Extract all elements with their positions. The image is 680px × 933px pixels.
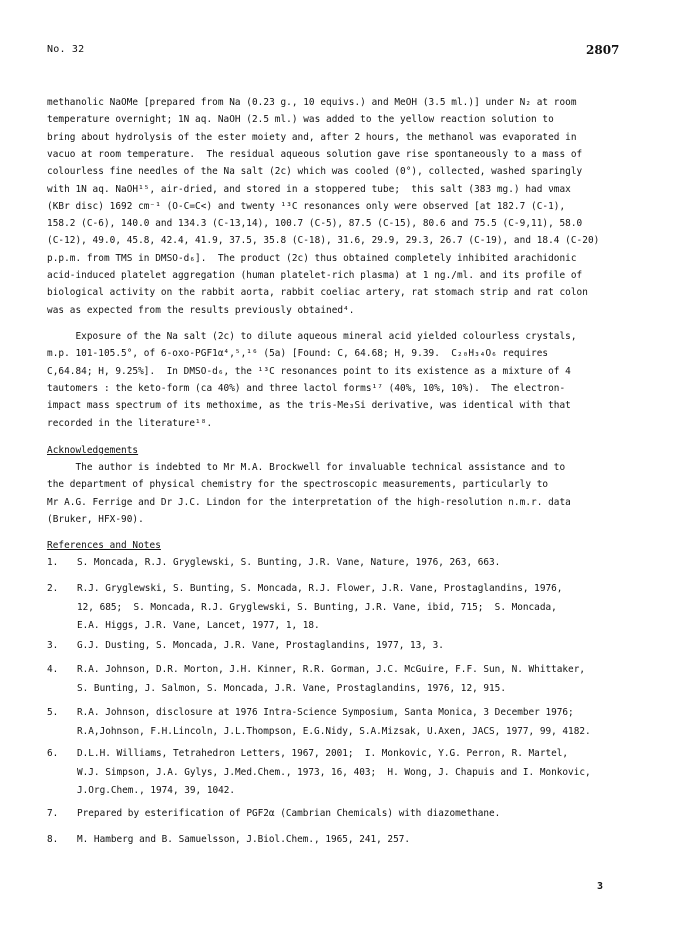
page-number: 2807: [586, 43, 620, 57]
text-line: vacuo at room temperature. The residual aqueous solution gave rise spontaneously to a mass of: [47, 148, 583, 160]
text-line: with 1N aq. NaOH¹⁵, air-dried, and stored in a stoppered tube; this salt (383 mg.) had νmax: [47, 183, 571, 195]
reference-number: 8.: [47, 834, 59, 845]
text-line: tautomers : the keto-form (ca 40%) and three lactol forms¹⁷ (40%, 10%, 10%). The electron-: [47, 382, 566, 394]
text-line: (Bruker, HFX-90).: [47, 513, 144, 525]
reference-text: R.J. Gryglewski, S. Bunting, S. Moncada, R.J. Flower, J.R. Vane, Prostaglandins, 1976,: [77, 583, 563, 594]
reference-text: W.J. Simpson, J.A. Gylys, J.Med.Chem., 1973, 16, 403; H. Wong, J. Chapuis and I. Monkovic,: [77, 766, 591, 778]
reference-text: 12, 685; S. Moncada, R.J. Gryglewski, S. Bunting, J.R. Vane, ibid, 715; S. Moncada,: [77, 601, 557, 613]
text-line: the department of physical chemistry for the spectroscopic measurements, particularly to: [47, 479, 549, 491]
reference-text: S. Moncada, R.J. Gryglewski, S. Bunting, J.R. Vane, Nature, 1976, 263, 663.: [77, 557, 501, 568]
text-line: p.p.m. from TMS in DMSO-d₆]. The product (2c) thus obtained completely inhibited arachidonic: [47, 252, 577, 264]
text-line: biological activity on the rabbit aorta, rabbit coeliac artery, rat stomach strip and rat colon: [47, 287, 588, 299]
text-line: methanolic NaOMe [prepared from Na (0.23 g., 10 equivs.) and MeOH (3.5 ml.)] under N₂ at room: [47, 97, 577, 108]
text-line: impact mass spectrum of its methoxime, as the tris-Me₃Si derivative, was identical with that: [47, 400, 571, 412]
reference-number: 1.: [47, 557, 59, 568]
reference-number: 7.: [47, 808, 59, 819]
reference-text: R.A. Johnson, disclosure at 1976 Intra-Science Symposium, Santa Monica, 3 December 1976;: [77, 707, 574, 718]
text-line: C,64.84; H, 9.25%]. In DMSO-d₆, the ¹³C resonances point to its existence as a mixture of 4: [47, 365, 571, 377]
text-line: (C-12), 49.0, 45.8, 42.4, 41.9, 37.5, 35.8 (C-18), 31.6, 29.9, 29.3, 26.7 (C-19), and 18.4 (C-20): [47, 235, 600, 247]
reference-number: 5.: [47, 707, 59, 718]
reference-number: 6.: [47, 748, 59, 759]
text-line: recorded in the literature¹⁸.: [47, 417, 213, 429]
reference-text: D.L.H. Williams, Tetrahedron Letters, 1967, 2001; I. Monkovic, Y.G. Perron, R. Martel,: [77, 748, 569, 759]
text-line: temperature overnight; 1N aq. NaOH (2.5 ml.) was added to the yellow reaction solution to: [47, 114, 554, 126]
footer-mark: 3: [597, 881, 604, 892]
reference-text: E.A. Higgs, J.R. Vane, Lancet, 1977, 1, 18.: [77, 620, 320, 631]
reference-text: S. Bunting, J. Salmon, S. Moncada, J.R. Vane, Prostaglandins, 1976, 12, 915.: [77, 682, 506, 694]
references-heading: References and Notes: [47, 540, 161, 551]
journal-issue: No. 32: [47, 44, 85, 55]
reference-text: Prepared by esterification of PGF2α (Cambrian Chemicals) with diazomethane.: [77, 808, 501, 819]
text-line: was as expected from the results previously obtained⁴.: [47, 304, 355, 316]
reference-number: 3.: [47, 640, 59, 651]
acknowledgements-heading: Acknowledgements: [47, 445, 139, 456]
reference-text: R.A. Johnson, D.R. Morton, J.H. Kinner, R.R. Gorman, J.C. McGuire, F.F. Sun, N. Whittaker,: [77, 664, 585, 675]
reference-number: 4.: [47, 664, 59, 675]
text-line: The author is indebted to Mr M.A. Brockwell for invaluable technical assistance and to: [47, 462, 566, 473]
text-line: Exposure of the Na salt (2c) to dilute aqueous mineral acid yielded colourless crystals,: [47, 331, 577, 342]
reference-text: G.J. Dusting, S. Moncada, J.R. Vane, Prostaglandins, 1977, 13, 3.: [77, 640, 444, 651]
reference-number: 2.: [47, 583, 59, 594]
text-line: colourless fine needles of the Na salt (2c) which was cooled (0°), collected, washed sparingly: [47, 166, 583, 178]
reference-text: J.Org.Chem., 1974, 39, 1042.: [77, 785, 236, 796]
text-line: (KBr disc) 1692 cm⁻¹ (O-C=C<) and twenty ¹³C resonances only were observed [at 182.7 (C-1),: [47, 200, 566, 212]
text-line: acid-induced platelet aggregation (human platelet-rich plasma) at 1 ng./ml. and its profile of: [47, 270, 583, 281]
reference-text: R.A,Johnson, F.H.Lincoln, J.L.Thompson, E.G.Nidy, S.A.Mizsak, U.Axen, JACS, 1977, 99, 4182.: [77, 725, 591, 737]
reference-text: M. Hamberg and B. Samuelsson, J.Biol.Chem., 1965, 241, 257.: [77, 834, 411, 845]
text-line: 158.2 (C-6), 140.0 and 134.3 (C-13,14), 100.7 (C-5), 87.5 (C-15), 80.6 and 75.5 (C-9,11), 58.0: [47, 218, 583, 230]
text-line: Mr A.G. Ferrige and Dr J.C. Lindon for the interpretation of the high-resolution n.m.r. data: [47, 496, 571, 508]
text-line: m.p. 101-105.5°, of 6-oxo-PGF1α⁴,⁵,¹⁶ (5a) [Found: C, 64.68; H, 9.39. C₂₀H₃₄O₆ requires: [47, 348, 549, 360]
text-line: bring about hydrolysis of the ester moiety and, after 2 hours, the methanol was evaporated in: [47, 131, 577, 143]
